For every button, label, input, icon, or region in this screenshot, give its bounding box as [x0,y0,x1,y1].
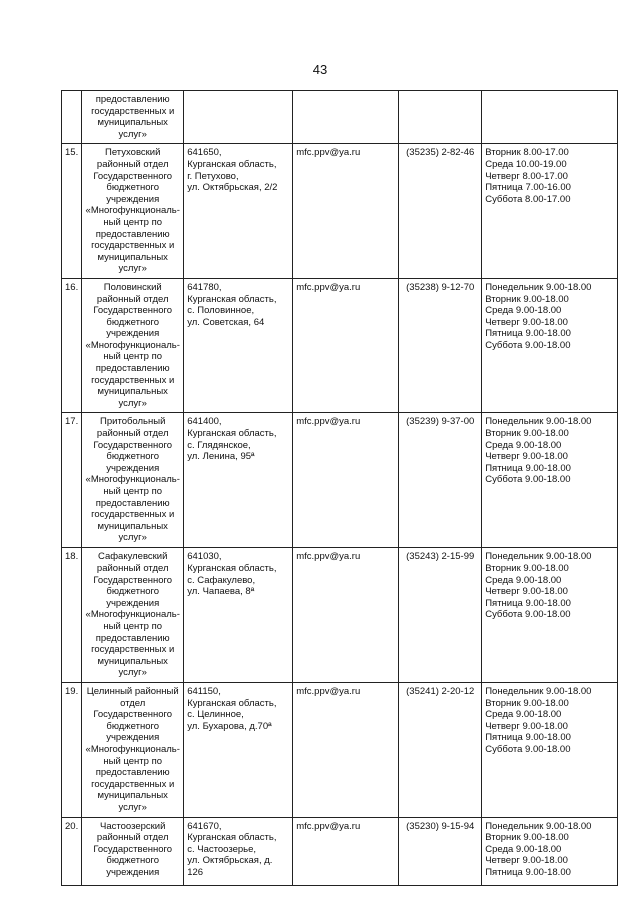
office-phone: (35239) 9-37-00 [399,413,482,548]
mfc-offices-table [61,90,618,886]
office-address: 641670, Курганская область, с. Частоозерье, ул. Октябрьская, д. 126 [184,817,293,885]
table-row [62,278,618,413]
office-email: mfc.ppv@ya.ru [293,144,399,279]
office-email: mfc.ppv@ya.ru [293,817,399,885]
office-name: Притобольный районный отдел Государственного бюджетного учреждения «Многофункциональ-ный центр по предоставлению государственных и муниципальных услуг» [82,413,184,548]
office-hours: Понедельник 9.00-18.00 Вторник 9.00-18.00 Среда 9.00-18.00 Четверг 9.00-18.00 Пятница 9.00-18.00 Суббота 9.00-18.00 [482,548,618,683]
office-email: mfc.ppv@ya.ru [293,413,399,548]
page-number: 43 [312,62,328,77]
office-hours [482,91,618,144]
office-phone: (35241) 2-20-12 [399,682,482,817]
office-name: Половинский районный отдел Государственного бюджетного учреждения «Многофункциональ-ный центр по предоставлению государственных и муниципальных услуг» [82,278,184,413]
row-number: 20. [62,817,82,885]
office-phone: (35243) 2-15-99 [399,548,482,683]
table-row [62,682,618,817]
office-email [293,91,399,144]
office-name: Сафакулевский районный отдел Государственного бюджетного учреждения «Многофункциональ-ный центр по предоставлению государственных и муниципальных услуг» [82,548,184,683]
row-number: 15. [62,144,82,279]
office-address: 641780, Курганская область, с. Половинное, ул. Советская, 64 [184,278,293,413]
office-name: Частоозерский районный отдел Государственного бюджетного учреждения [82,817,184,885]
office-address [184,91,293,144]
office-address: 641400, Курганская область, с. Глядянское, ул. Ленина, 95ª [184,413,293,548]
office-phone [399,91,482,144]
table-row [62,144,618,279]
office-phone: (35230) 9-15-94 [399,817,482,885]
table-row [62,413,618,548]
office-phone: (35235) 2-82-46 [399,144,482,279]
office-hours: Понедельник 9.00-18.00 Вторник 9.00-18.00 Среда 9.00-18.00 Четверг 9.00-18.00 Пятница 9.00-18.00 Суббота 9.00-18.00 [482,682,618,817]
row-number: 17. [62,413,82,548]
office-email: mfc.ppv@ya.ru [293,548,399,683]
table-row [62,91,618,144]
office-name: предоставлению государственных и муниципальных услуг» [82,91,184,144]
row-number: 16. [62,278,82,413]
office-hours: Понедельник 9.00-18.00 Вторник 9.00-18.00 Среда 9.00-18.00 Четверг 9.00-18.00 Пятница 9.00-18.00 Суббота 9.00-18.00 [482,278,618,413]
office-address: 641150, Курганская область, с. Целинное, ул. Бухарова, д.70ª [184,682,293,817]
office-address: 641030, Курганская область, с. Сафакулево, ул. Чапаева, 8ª [184,548,293,683]
office-email: mfc.ppv@ya.ru [293,682,399,817]
office-hours: Понедельник 9.00-18.00 Вторник 9.00-18.00 Среда 9.00-18.00 Четверг 9.00-18.00 Пятница 9.00-18.00 [482,817,618,885]
table-row [62,548,618,683]
office-hours: Вторник 8.00-17.00 Среда 10.00-19.00 Четверг 8.00-17.00 Пятница 7.00-16.00 Суббота 8.00-17.00 [482,144,618,279]
row-number [62,91,82,144]
office-name: Петуховский районный отдел Государственного бюджетного учреждения «Многофункциональ-ный центр по предоставлению государственных и муниципальных услуг» [82,144,184,279]
office-phone: (35238) 9-12-70 [399,278,482,413]
office-address: 641650, Курганская область, г. Петухово, ул. Октябрьская, 2/2 [184,144,293,279]
office-email: mfc.ppv@ya.ru [293,278,399,413]
office-hours: Понедельник 9.00-18.00 Вторник 9.00-18.00 Среда 9.00-18.00 Четверг 9.00-18.00 Пятница 9.00-18.00 Суббота 9.00-18.00 [482,413,618,548]
row-number: 18. [62,548,82,683]
office-name: Целинный районный отдел Государственного бюджетного учреждения «Многофункциональ-ный центр по предоставлению государственных и муниципальных услуг» [82,682,184,817]
table-row [62,817,618,885]
row-number: 19. [62,682,82,817]
